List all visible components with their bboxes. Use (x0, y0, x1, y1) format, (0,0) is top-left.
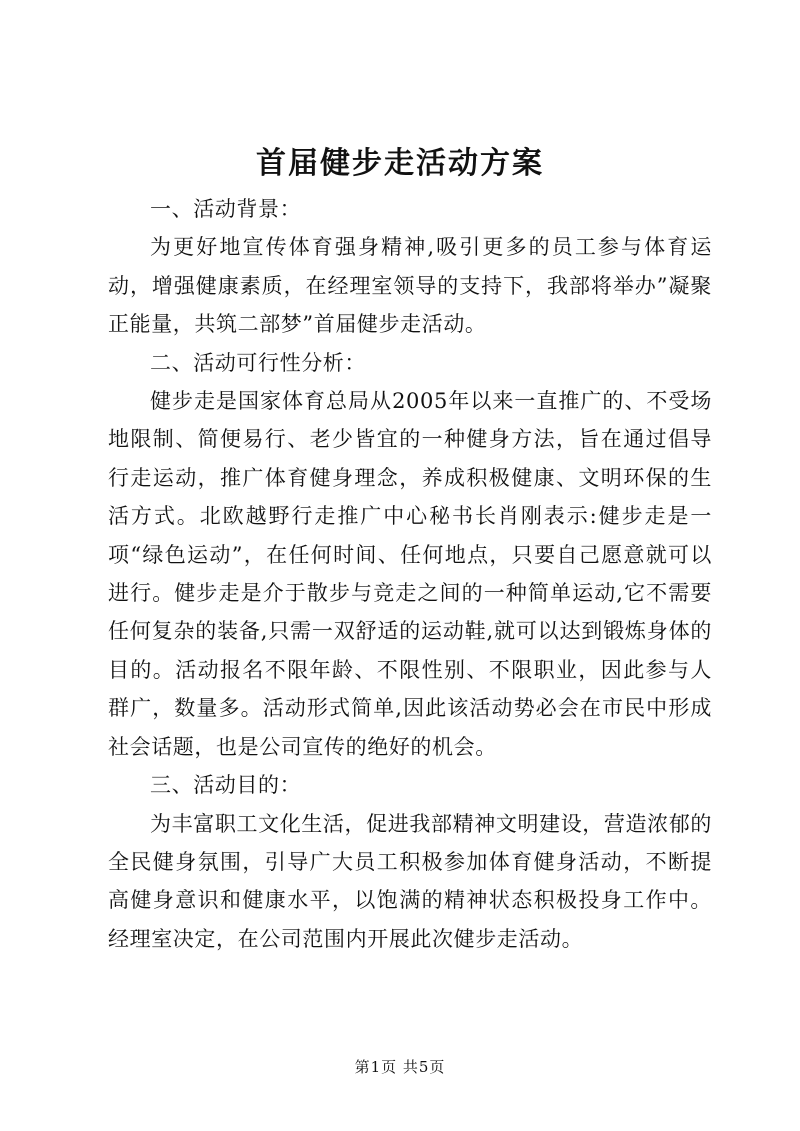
paragraph-background: 为更好地宣传体育强身精神,吸引更多的员工参与体育运动，增强健康素质，在经理室领导的支持下，我部将举办”凝聚正能量，共筑二部梦”首届健步走活动。 (108, 235, 712, 337)
paragraph-purpose: 为丰富职工文化生活，促进我部精神文明建设，营造浓郁的全民健身氛围，引导广大员工积极参加体育健身活动，不断提高健身意识和健康水平，以饱满的精神状态积极投身工作中。经理室决定，在公司范围内开展此次健步走活动。 (108, 811, 712, 951)
paragraph-feasibility: 健步走是国家体育总局从2005年以来一直推广的、不受场地限制、简便易行、老少皆宜的一种健身方法，旨在通过倡导行走运动，推广体育健身理念，养成积极健康、文明环保的生活方式。北欧越野行走推广中心秘书长肖刚表示:健步走是一项“绿色运动”，在任何时间、任何地点，只要自己愿意就可以进行。健步走是介于散步与竞走之间的一种简单运动,它不需要任何复杂的装备,只需一双舒适的运动鞋,就可以达到锻炼身体的目的。活动报名不限年龄、不限性别、不限职业，因此参与人群广，数量多。活动形式简单,因此该活动势必会在市民中形成社会话题，也是公司宣传的绝好的机会。 (108, 389, 712, 759)
section-heading-background: 一、活动背景： (150, 197, 302, 221)
section-heading-feasibility: 二、活动可行性分析： (150, 350, 366, 375)
document-title: 首届健步走活动方案 (256, 146, 544, 181)
document-body (108, 190, 712, 958)
section-heading-purpose: 三、活动目的： (150, 773, 302, 798)
page-footer: 第1页 共5页 (354, 1058, 446, 1076)
